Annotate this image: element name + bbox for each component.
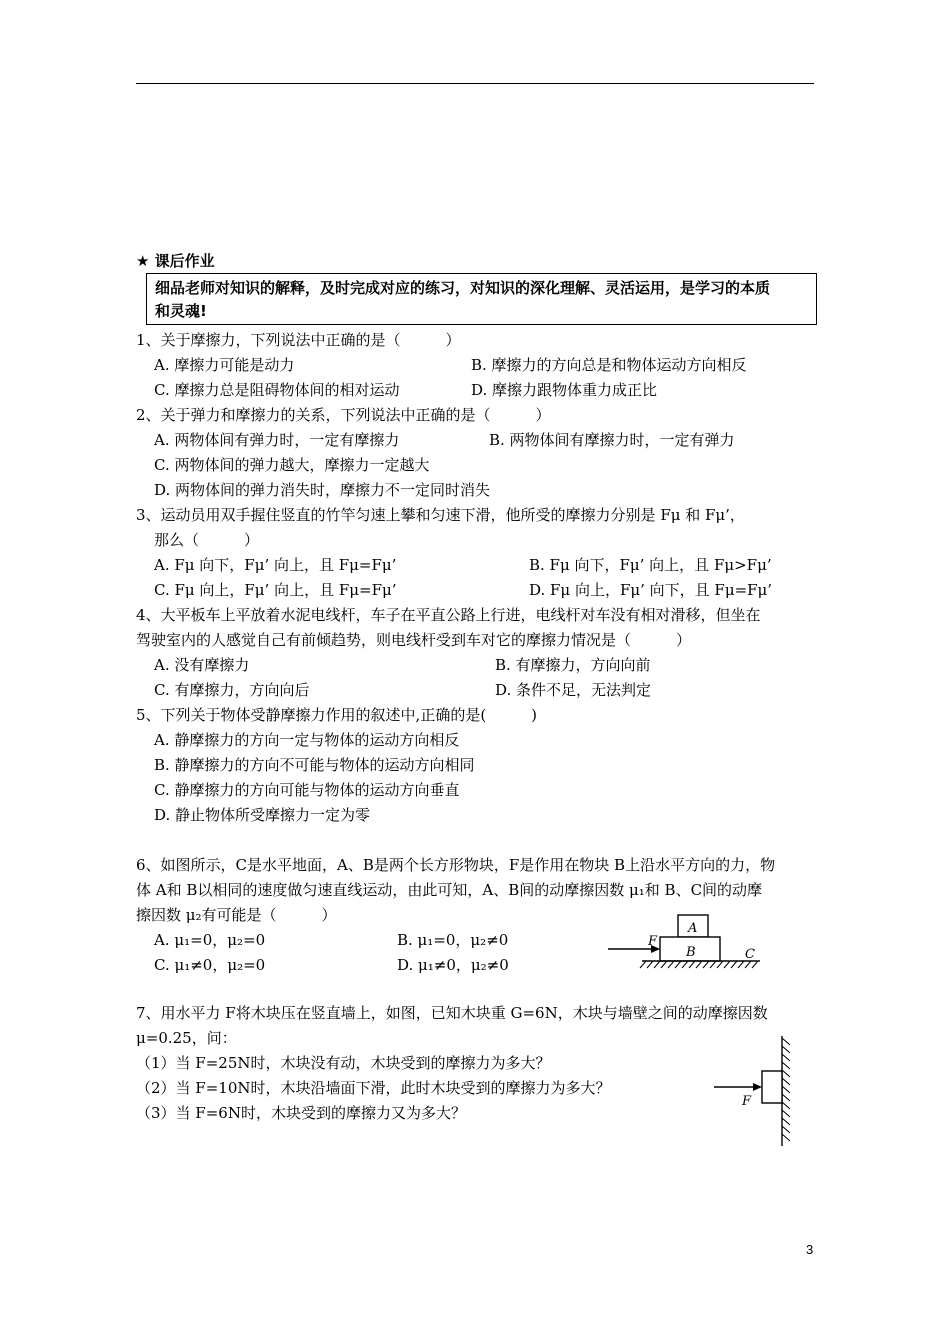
q6-figure-blocks (606, 910, 766, 976)
q1-option-d: D. 摩擦力跟物体重力成正比 (471, 381, 658, 399)
q2-option-d: D. 两物体间的弹力消失时，摩擦力不一定同时消失 (154, 481, 491, 499)
wooden-block (762, 1071, 782, 1103)
q6-option-a: A. μ₁=0，μ₂=0 (154, 931, 266, 949)
q4-stem-line-1: 4、大平板车上平放着水泥电线杆，车子在平直公路上行进，电线杆对车没有相对滑移，但坐在 (136, 606, 761, 624)
q5-stem: 5、下列关于物体受静摩擦力作用的叙述中,正确的是( ) (136, 706, 538, 724)
q3-stem-line-2: 那么（ ） (154, 531, 260, 549)
q7-figure-wall (712, 1034, 802, 1149)
q6-stem-line-3: 擦因数 μ₂有可能是（ ） (136, 906, 337, 924)
q7-part-3: （3）当 F=6N时，木块受到的摩擦力又为多大？ (136, 1104, 466, 1122)
q2-option-a: A. 两物体间有弹力时，一定有摩擦力 (154, 431, 400, 449)
q5-option-c: C. 静摩擦力的方向可能与物体的运动方向垂直 (154, 781, 460, 799)
q5-option-b: B. 静摩擦力的方向不可能与物体的运动方向相同 (154, 756, 475, 774)
q3-option-c: C. Fμ 向上，Fμ’ 向上，且 Fμ=Fμ’ (154, 581, 397, 599)
q1-option-a: A. 摩擦力可能是动力 (154, 356, 295, 374)
push-arrow-head (753, 1083, 762, 1091)
q5-option-d: D. 静止物体所受摩擦力一定为零 (154, 806, 371, 824)
q2-option-b: B. 两物体间有摩擦力时，一定有弹力 (489, 431, 735, 449)
wall-hatch (782, 1038, 790, 1141)
note-box (146, 273, 817, 325)
q2-option-c: C. 两物体间的弹力越大，摩擦力一定越大 (154, 456, 430, 474)
q7-part-2: （2）当 F=10N时，木块沿墙面下滑，此时木块受到的摩擦力为多大？ (136, 1079, 611, 1097)
label-c: C (745, 947, 755, 962)
q4-option-c: C. 有摩擦力，方向向后 (154, 681, 310, 699)
q4-stem-line-2: 驾驶室内的人感觉自己有前倾趋势，则电线杆受到车对它的摩擦力情况是（ ） (136, 631, 692, 649)
q7-part-1: （1）当 F=25N时，木块没有动，木块受到的摩擦力为多大？ (136, 1054, 551, 1072)
ground-hatch (640, 961, 758, 968)
q6-option-d: D. μ₁≠0，μ₂≠0 (397, 956, 509, 974)
q1-option-b: B. 摩擦力的方向总是和物体运动方向相反 (471, 356, 747, 374)
header-rule (136, 83, 814, 84)
q4-option-d: D. 条件不足，无法判定 (495, 681, 652, 699)
q2-stem: 2、关于弹力和摩擦力的关系，下列说法中正确的是（ ） (136, 406, 551, 424)
label-a: A (688, 921, 698, 936)
q3-option-b: B. Fμ 向下，Fμ’ 向上，且 Fμ>Fμ’ (529, 556, 772, 574)
q6-option-b: B. μ₁=0，μ₂≠0 (397, 931, 509, 949)
label-b: B (686, 945, 696, 960)
q6-stem-line-1: 6、如图所示，C是水平地面，A、B是两个长方形物块，F是作用在物块 B上沿水平方向的力，物 (136, 856, 776, 874)
q6-stem-line-2: 体 A和 B以相同的速度做匀速直线运动，由此可知，A、B间的动摩擦因数 μ₁和 B、C间的动摩 (136, 881, 763, 899)
q3-option-d: D. Fμ 向上，Fμ’ 向下，且 Fμ=Fμ’ (529, 581, 773, 599)
note-line-1: 细品老师对知识的解释，及时完成对应的练习，对知识的深化理解、灵活运用，是学习的本质 (155, 279, 771, 297)
page-number: 3 (806, 1242, 814, 1257)
q4-option-a: A. 没有摩擦力 (154, 656, 250, 674)
q6-option-c: C. μ₁≠0，μ₂=0 (154, 956, 266, 974)
q4-option-b: B. 有摩擦力，方向向前 (495, 656, 651, 674)
q7-stem-line-2: μ=0.25，问： (136, 1029, 237, 1047)
note-line-2: 和灵魂! (155, 302, 207, 320)
q3-stem-line-1: 3、运动员用双手握住竖直的竹竿匀速上攀和匀速下滑，他所受的摩擦力分别是 Fμ 和 Fμ’， (136, 506, 745, 524)
push-force-label-f: F (742, 1094, 752, 1109)
q3-option-a: A. Fμ 向下，Fμ’ 向上，且 Fμ=Fμ’ (154, 556, 397, 574)
q7-stem-line-1: 7、用水平力 F将木块压在竖直墙上，如图，已知木块重 G=6N，木块与墙壁之间的动摩擦因数 (136, 1004, 768, 1022)
force-label-f: F (648, 934, 658, 949)
q1-stem: 1、关于摩擦力，下列说法中正确的是（ ） (136, 331, 461, 349)
q1-option-c: C. 摩擦力总是阻碍物体间的相对运动 (154, 381, 400, 399)
q5-option-a: A. 静摩擦力的方向一定与物体的运动方向相反 (154, 731, 460, 749)
section-title: ★ 课后作业 (136, 252, 215, 270)
